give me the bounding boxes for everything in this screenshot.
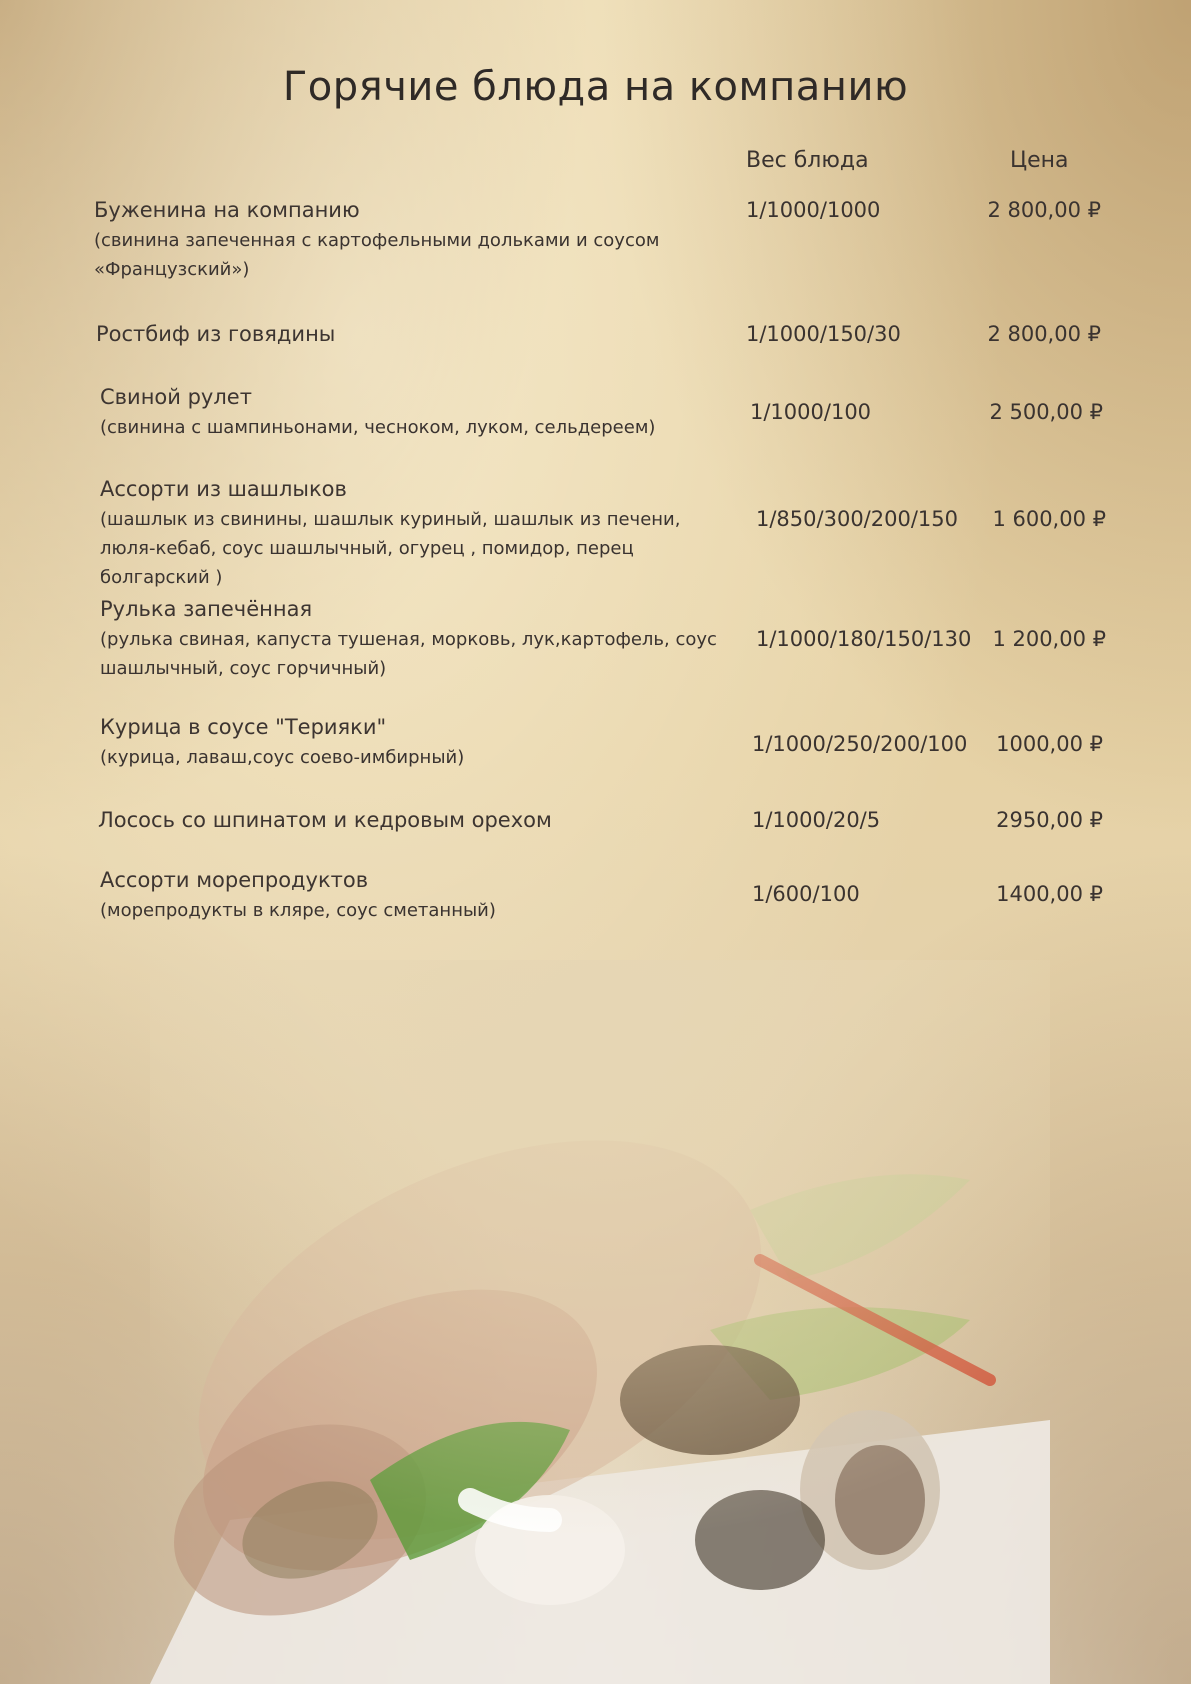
- item-description: (шашлык из свинины, шашлык куриный, шашлык из печени, люля-кебаб, соус шашлычный, огурец , помидор, перец болгарский ): [100, 509, 681, 588]
- item-weight: 1/600/100: [752, 882, 860, 906]
- item-weight: 1/1000/180/150/130: [756, 627, 972, 651]
- item-weight: 1/1000/20/5: [752, 808, 881, 832]
- item-price: 1000,00 ₽: [996, 732, 1103, 756]
- item-description: (свинина с шампиньонами, чесноком, луком, сельдереем): [100, 417, 656, 438]
- item-price: 2950,00 ₽: [996, 808, 1103, 832]
- item-price: 2 800,00 ₽: [987, 322, 1101, 346]
- item-name: Лосось со шпинатом и кедровым орехом: [98, 808, 552, 832]
- item-name: Буженина на компанию: [94, 198, 360, 222]
- food-photo: [150, 960, 1050, 1684]
- item-description: (морепродукты в кляре, соус сметанный): [100, 900, 496, 921]
- item-price: 1 200,00 ₽: [992, 627, 1106, 651]
- item-price: 2 800,00 ₽: [987, 198, 1101, 222]
- item-name: Ростбиф из говядины: [96, 322, 336, 346]
- item-weight: 1/1000/100: [750, 400, 872, 424]
- price-column-header: Цена: [1010, 148, 1069, 173]
- item-name: Ассорти морепродуктов: [100, 868, 369, 892]
- item-weight: 1/1000/1000: [746, 198, 881, 222]
- item-name: Свиной рулет: [100, 385, 252, 409]
- page-title: Горячие блюда на компанию: [282, 64, 909, 110]
- item-name: Ассорти из шашлыков: [100, 477, 347, 501]
- item-price: 1400,00 ₽: [996, 882, 1103, 906]
- weight-column-header: Вес блюда: [746, 148, 869, 173]
- item-description: (рулька свиная, капуста тушеная, морковь, лук,картофель, соус шашлычный, соус горчичный): [100, 629, 717, 679]
- item-name: Курица в соусе "Терияки": [100, 715, 387, 739]
- item-price: 2 500,00 ₽: [989, 400, 1103, 424]
- item-weight: 1/1000/150/30: [746, 322, 901, 346]
- item-description: (свинина запеченная с картофельными дольками и соусом «Французский»): [94, 230, 660, 280]
- item-weight: 1/850/300/200/150: [756, 507, 958, 531]
- item-weight: 1/1000/250/200/100: [752, 732, 968, 756]
- item-price: 1 600,00 ₽: [992, 507, 1106, 531]
- item-name: Рулька запечённая: [100, 597, 313, 621]
- item-description: (курица, лаваш,соус соево-имбирный): [100, 747, 465, 768]
